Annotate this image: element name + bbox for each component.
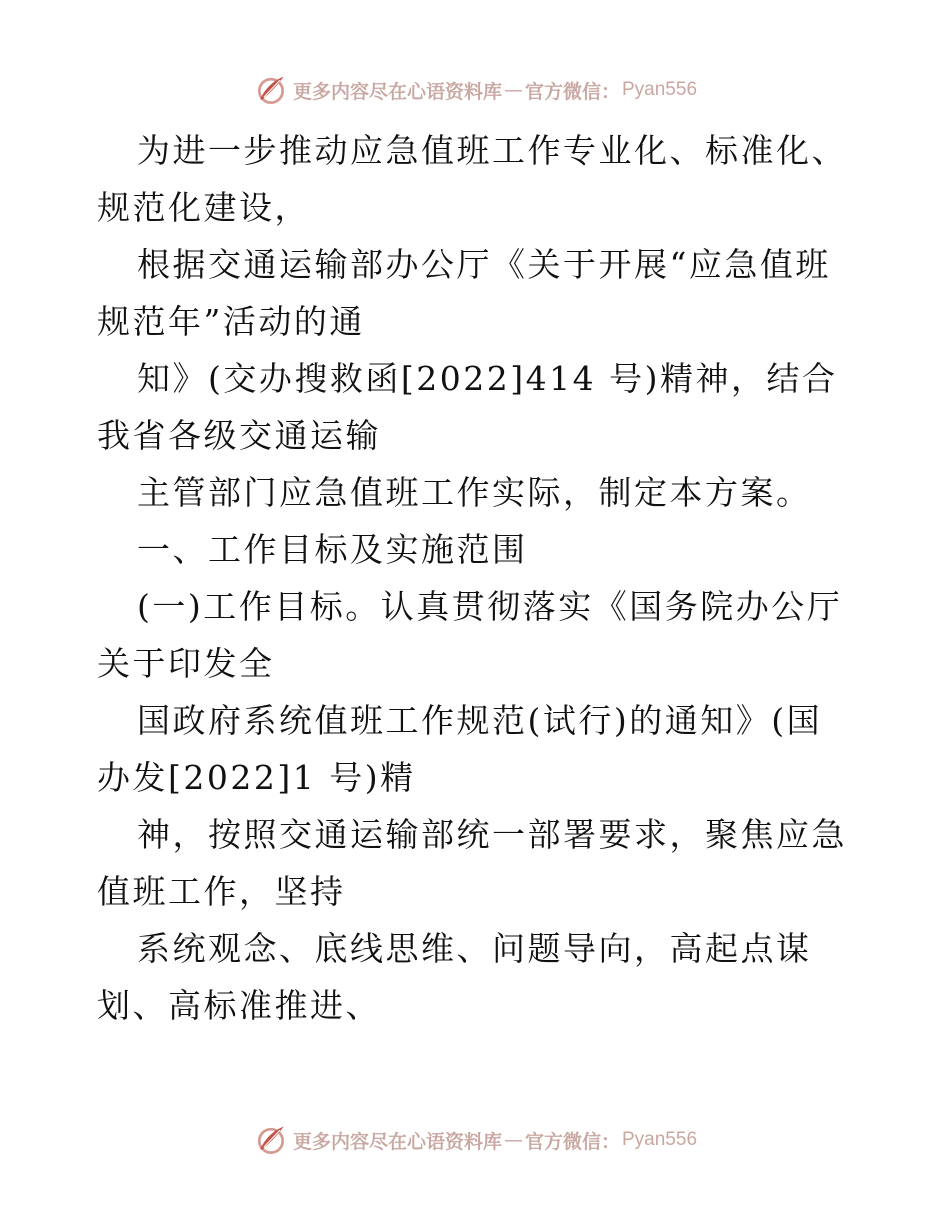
banner-brand-text: 更多内容尽在心语资料库 <box>292 80 502 103</box>
banner-wechat-id: Pyan556 <box>622 1129 698 1150</box>
banner-wechat-id: Pyan556 <box>622 79 698 100</box>
paragraph: 主管部门应急值班工作实际，制定本方案。 <box>137 473 812 512</box>
banner-dash: — <box>503 79 523 101</box>
footer-watermark-banner <box>0 1120 950 1160</box>
paragraph: 为进一步推动应急值班工作专业化、标准化、规范化建设， <box>97 131 847 227</box>
paragraph: 系统观念、底线思维、问题导向，高起点谋划、高标准推进、 <box>97 929 812 1025</box>
paragraph: 知》(交办搜救函[2022]414 号)精神，结合我省各级交通运输 <box>97 359 838 455</box>
header-watermark-banner <box>0 70 950 110</box>
banner-wechat-label: 官方微信： <box>524 1130 620 1153</box>
feather-swirl-logo-icon <box>253 1122 289 1158</box>
banner-brand-text: 更多内容尽在心语资料库 <box>292 1130 502 1153</box>
section-heading: 一、工作目标及实施范围 <box>137 530 528 569</box>
paragraph: 根据交通运输部办公厅《关于开展“应急值班规范年”活动的通 <box>97 245 831 341</box>
document-body <box>97 122 857 1034</box>
feather-swirl-logo-icon <box>253 72 289 108</box>
banner-wechat-label: 官方微信： <box>524 80 620 103</box>
paragraph: (一)工作目标。认真贯彻落实《国务院办公厅关于印发全 <box>97 587 843 683</box>
paragraph: 神，按照交通运输部统一部署要求，聚焦应急值班工作，坚持 <box>97 815 847 911</box>
banner-dash: — <box>503 1129 523 1151</box>
paragraph: 国政府系统值班工作规范(试行)的通知》(国办发[2022]1 号)精 <box>97 701 823 797</box>
